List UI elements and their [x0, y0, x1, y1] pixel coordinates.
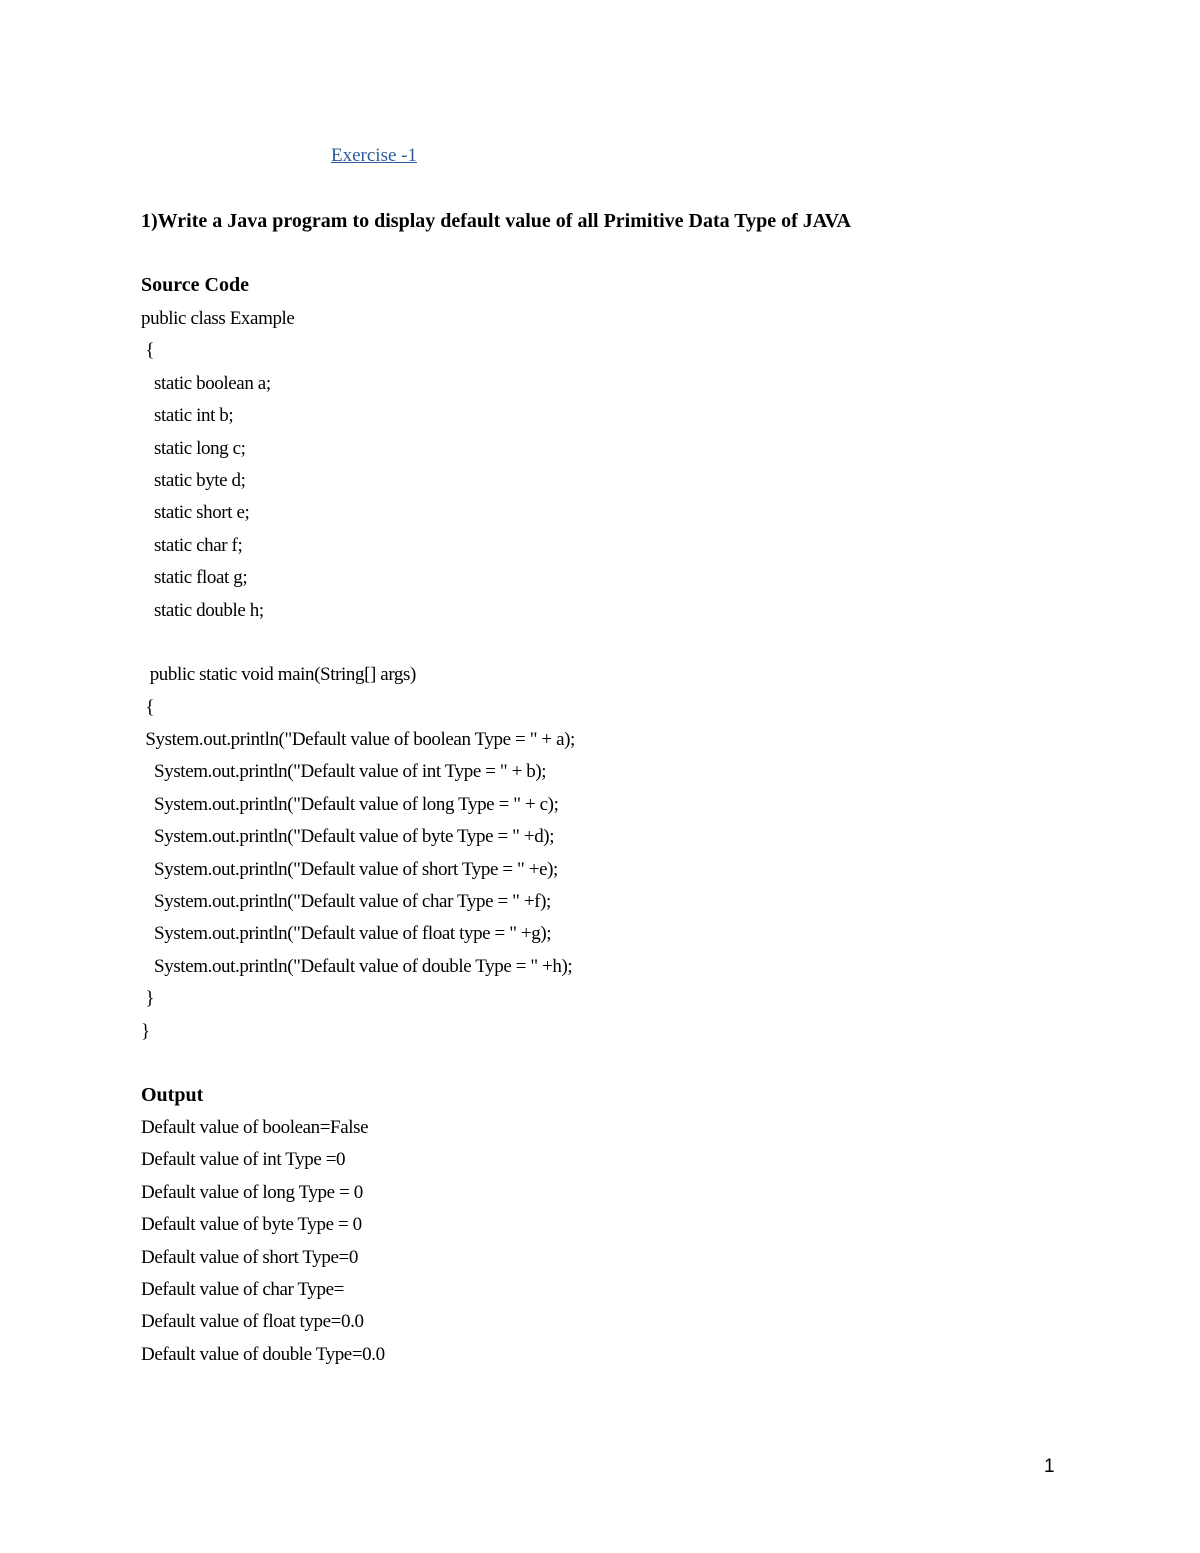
code-line: System.out.println("Default value of char Type = " +f);: [141, 891, 551, 913]
code-line: }: [141, 988, 155, 1010]
output-line: Default value of float type=0.0: [141, 1311, 364, 1333]
code-line: System.out.println("Default value of double Type = " +h);: [141, 955, 573, 977]
code-line: {: [141, 696, 155, 718]
code-line: static int b;: [141, 405, 234, 427]
code-line: static short e;: [141, 502, 250, 524]
code-line: System.out.println("Default value of float type = " +g);: [141, 923, 552, 945]
page-number: 1: [1044, 1456, 1055, 1477]
code-line: static float g;: [141, 567, 248, 589]
code-line: System.out.println("Default value of short Type = " +e);: [141, 858, 558, 880]
output-line: Default value of short Type=0: [141, 1246, 358, 1268]
code-line: static byte d;: [141, 469, 246, 491]
code-line: static char f;: [141, 534, 243, 556]
source-code-block: [141, 303, 575, 1048]
code-line: System.out.println("Default value of long Type = " + c);: [141, 793, 559, 815]
code-line: }: [141, 1020, 150, 1042]
code-line: static double h;: [141, 599, 264, 621]
source-code-heading: Source Code: [141, 274, 249, 296]
exercise-title: Exercise -1: [331, 145, 417, 166]
question-text: 1)Write a Java program to display default value of all Primitive Data Type of JAVA: [141, 210, 851, 232]
code-line: public class Example: [141, 308, 295, 329]
output-line: Default value of boolean=False: [141, 1117, 369, 1138]
code-line: {: [141, 340, 155, 362]
code-line: [141, 627, 575, 659]
code-line: System.out.println("Default value of byte Type = " +d);: [141, 826, 555, 848]
output-heading: Output: [141, 1084, 204, 1106]
output-line: Default value of double Type=0.0: [141, 1343, 385, 1365]
code-line: public static void main(String[] args): [141, 664, 416, 686]
output-line: Default value of byte Type = 0: [141, 1214, 362, 1236]
output-line: Default value of long Type = 0: [141, 1181, 363, 1203]
code-line: static boolean a;: [141, 372, 271, 394]
code-line: System.out.println("Default value of int Type = " + b);: [141, 761, 547, 783]
output-line: Default value of char Type=: [141, 1278, 344, 1300]
code-line: System.out.println("Default value of boolean Type = " + a);: [141, 729, 575, 751]
output-block: [141, 1112, 385, 1371]
output-line: Default value of int Type =0: [141, 1149, 346, 1171]
code-line: static long c;: [141, 437, 246, 459]
